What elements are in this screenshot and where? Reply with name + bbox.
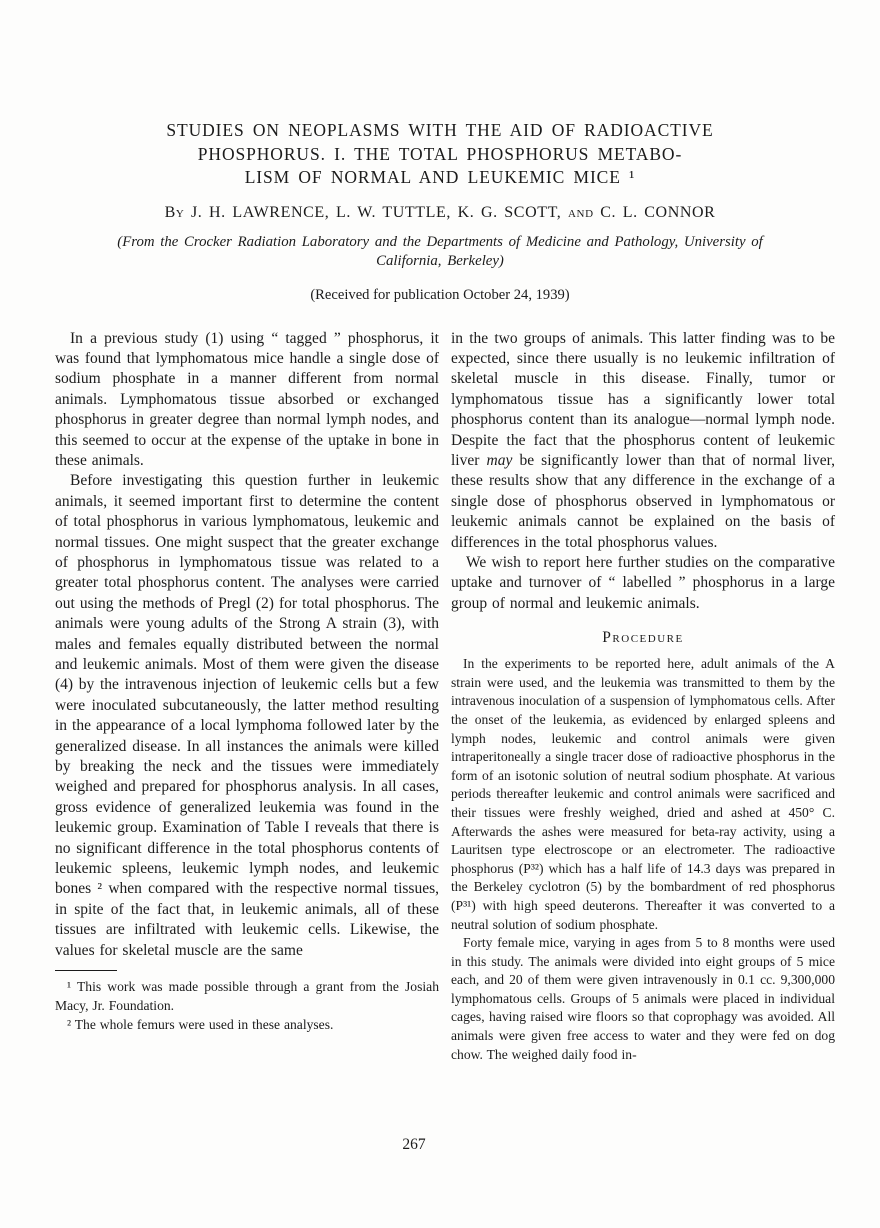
paragraph [55,471,439,961]
two-column-body [0,329,880,1065]
page-number: 267 [402,1136,426,1153]
right-column-intro-text [451,329,835,615]
emphasized-text: may [486,451,513,469]
footnotes [55,977,439,1034]
paragraph [451,553,835,614]
paragraph [55,329,439,472]
author-byline: By J. H. LAWRENCE, L. W. TUTTLE, K. G. SCOTT, and C. L. CONNOR [164,203,716,221]
page-title-line-1: STUDIES ON NEOPLASMS WITH THE AID OF RADIOACTIVE [166,120,714,140]
paragraph [451,329,835,553]
section-heading-procedure: Procedure [602,629,684,647]
affiliation-note: (From the Crocker Radiation Laboratory and the Departments of Medicine and Pathology, University of California, Berkeley) [117,233,763,269]
paper-header [0,0,880,304]
left-column-text [55,329,439,962]
left-column [55,329,439,1065]
received-date-note: (Received for publication October 24, 1939) [310,286,570,303]
text-segment: We wish to report here further studies on the comparative uptake and turnover of “ labelled ” phosphorus in a large group of normal and leukemic animals. [451,553,835,612]
text-segment: in the two groups of animals. This latter finding was to be expected, since there usually is no leukemic infiltration of skeletal muscle in this disease. Finally, tumor or lymphomatous tissue has a significantly lower total phosphorus content than its analogue—normal lymph node. Despite the fact that the phosphorus content of leukemic liver [451,329,835,469]
text-segment: In the experiments to be reported here, adult animals of the A strain were used, and the leukemia was transmitted to them by the intravenous inoculation of a suspension of lymphomatous cells. After the onset of the leukemia, as evidenced by enlarged spleens and lymph nodes, leukemic and control animals were given intraperitoneally a single tracer dose of radioactive phosphorus in the form of an isotonic solution of neutral sodium phosphate. At various periods thereafter leukemic and control animals were sacrificed and their tissues were freshly weighed, dried and ashed at 450° C. Afterwards the ashes were measured for beta-ray activity, using a Lauritsen type electroscope or an electrometer. The radioactive phosphorus (P³²) which has a half life of 14.3 days was prepared in the Berkeley cyclotron (5) by the bombardment of red phosphorus (P³¹) with high speed deuterons. Thereafter it was converted to a neutral solution of sodium phosphate. [451,656,835,932]
footnote-divider [55,970,117,971]
footnote: ² The whole femurs were used in these analyses. [67,1017,334,1033]
text-segment: Forty female mice, varying in ages from 5 to 8 months were used in this study. The animals were divided into eight groups of 5 mice each, and 20 of them were given intravenously in 0.1 cc. 9,300,000 lymphomatous cells. Groups of 5 animals were placed in individual cages, having raised wire floors so that coprophagy was avoided. All animals were given free access to water and they were fed on dog chow. The weighed daily food in- [451,935,835,1062]
page-title-line-3: LISM OF NORMAL AND LEUKEMIC MICE ¹ [244,167,636,187]
paragraph [451,655,835,934]
page-title-line-2: PHOSPHORUS. I. THE TOTAL PHOSPHORUS METABO- [197,143,683,164]
procedure-section-text [451,655,835,1064]
paragraph [451,934,835,1064]
footnote: ¹ This work was made possible through a grant from the Josiah Macy, Jr. Foundation. [55,979,439,1014]
text-segment: In a previous study (1) using “ tagged ” phosphorus, it was found that lymphomatous mice handle a single dose of sodium phosphate in a manner different from normal animals. Lymphomatous tissue absorbed or exchanged phosphorus in greater degree than normal lymph nodes, and this seemed to occur at the expense of the uptake in bone in these animals. [55,329,439,469]
text-segment: be significantly lower than that of normal liver, these results show that any difference in the exchange of a single dose of phosphorus observed in lymphomatous or leukemic animals cannot be explained on the basis of differences in the total phosphorus values. [451,451,835,551]
text-segment: Before investigating this question further in leukemic animals, it seemed important first to determine the content of total phosphorus in various lymphomatous, leukemic and normal tissues. One might suspect that the greater exchange of phosphorus in lymphomatous tissue was related to a greater total phosphorus content. The analyses were carried out using the methods of Pregl (2) for total phosphorus. The animals were young adults of the Strong A strain (3), with males and females equally distributed between the normal and leukemic animals. Most of them were given the disease (4) by the intravenous injection of leukemic cells but a few were inoculated subcutaneously, the latter method resulting in the appearance of a local lymphoma followed later by the generalized disease. In all instances the animals were killed by breaking the neck and the tissues were immediately weighed and prepared for phosphorus analysis. In all cases, gross evidence of generalized leukemia was found in the leukemic group. Examination of Table I reveals that there is no significant difference in the total phosphorus contents of leukemic spleens, leukemic lymph nodes, and leukemic bones ² when compared with the respective normal tissues, in spite of the fact that, in leukemic animals, all of these tissues are infiltrated with leukemic cells. Likewise, the values for skeletal muscle are the same [55,472,439,959]
right-column [451,329,835,1065]
